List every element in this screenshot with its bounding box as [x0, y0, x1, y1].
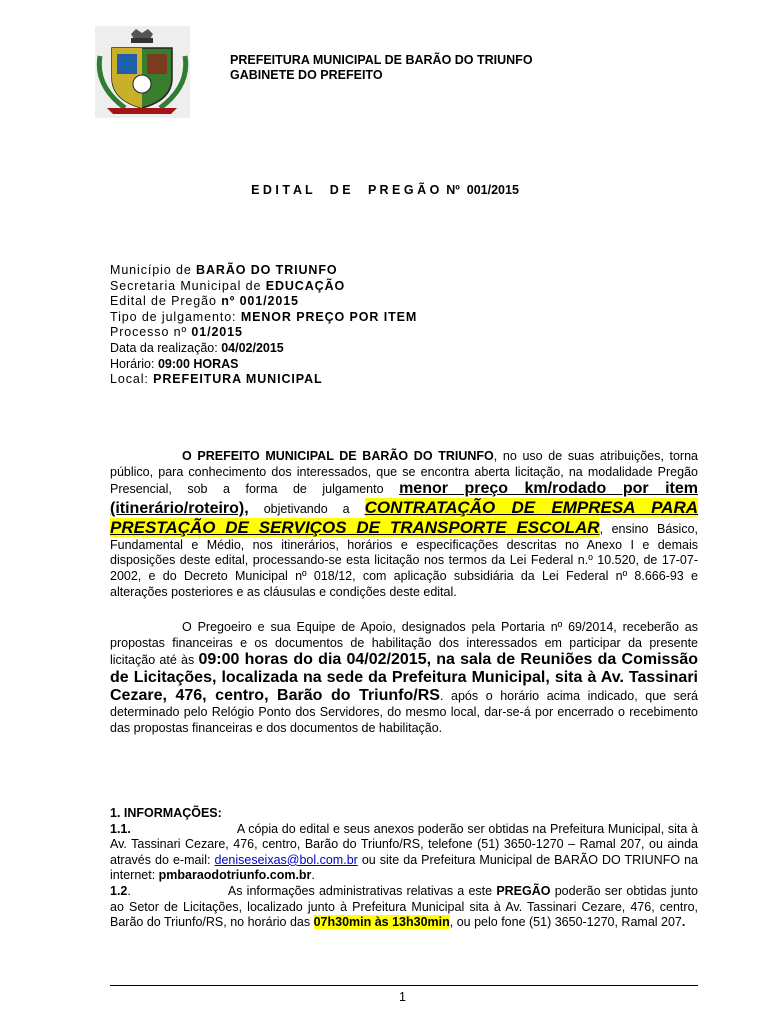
prefeito-lead: O PREFEITO MUNICIPAL DE BARÃO DO TRIUNFO [182, 449, 494, 463]
document-header [230, 53, 533, 83]
page-number: 1 [399, 990, 406, 1004]
site-text: pmbaraodotriunfo.com.br [158, 868, 312, 883]
data-local-destaque: 09:00 horas do dia 04/02/2015, na sala de Reuniões da Comissão de Licitações, localizada na sede da Prefeitura Municipal, sita à Av. Tassinari Cezare, 476, centro, Barão do Triunfo/RS [110, 651, 698, 705]
email-link[interactable]: deniseseixas@bol.com.br [214, 852, 358, 867]
edital-info-block [110, 263, 417, 388]
horario-destaque: 07h30min às 13h30min [313, 915, 450, 930]
objeto-contratacao: CONTRATAÇÃO DE EMPRESA PARA PRESTAÇÃO DE SERVIÇOS DE TRANSPORTE ESCOLAR [110, 498, 699, 538]
section-heading: 1. INFORMAÇÕES: [110, 806, 222, 820]
info-municipio: Município de BARÃO DO TRIUNFO [110, 263, 338, 277]
paragraph-opening: O PREFEITO MUNICIPAL DE BARÃO DO TRIUNFO, no uso de suas atribuições, torna público, para conhecimento dos interessados, que se encontra aberta licitação, na modalidade Pregão Presencial, sob a forma de julgamento menor preço km/rodado por item (itinerário/roteiro), objetivando a CONTRATAÇÃO DE EMPRESA PARA PRESTAÇÃO DE SERVIÇOS DE TRANSPORTE ESCOLAR, ensino Básico, Fundamental e Médio, nos itinerários, horários e especificações descritas no Anexo I e demais disposições deste edital, processando-se esta licitação nos termos da Lei Federal n.º 10.520, de 17-07-2002, e do Decreto Municipal nº 018/12, com aplicação subsidiária da Lei Federal nº 8.666-93 e alterações posteriores e as cláusulas e condições deste edital. [110, 449, 699, 599]
edital-title: E D I T A L D E P R E G Ã O Nº 001/2015 [251, 183, 519, 197]
info-local: Local: PREFEITURA MUNICIPAL [110, 372, 323, 387]
info-horario: Horário: 09:00 HORAS [110, 356, 239, 371]
item-1-2: 1.2. As informações administrativas relativas a este PREGÃO poderão ser obtidas junto ao Setor de Licitações, localizado junto à Prefeitura Municipal sita à Av. Tassinari Cezare, 476, centro, Barão do Triunfo/RS, no horário das 07h30min às 13h30min, ou pelo fone (51) 3650-1270, Ramal 207. [110, 883, 698, 930]
section-informacoes [110, 806, 698, 931]
criterio-julgamento: menor preço km/rodado por item (itinerário/roteiro), [110, 480, 698, 518]
info-processo: Processo nº 01/2015 [110, 325, 243, 340]
header-line-2: GABINETE DO PREFEITO [230, 68, 383, 82]
item-1-1: 1.1. A cópia do edital e seus anexos poderão ser obtidas na Prefeitura Municipal, sita à Av. Tassinari Cezare, 476, centro, Barão do Triunfo/RS, telefone (51) 3650-1270 – Ramal 207, ou ainda através do e-mail: deniseseixas@bol.com.br ou site da Prefeitura Municipal de BARÃO DO TRIUNFO na internet: pmbaraodotriunfo.com.br. [110, 821, 698, 883]
info-tipo: Tipo de julgamento: MENOR PREÇO POR ITEM [110, 309, 418, 324]
coat-of-arms-logo [95, 26, 190, 118]
paragraph-pregoeiro: O Pregoeiro e sua Equipe de Apoio, designados pela Portaria nº 69/2014, receberão as propostas financeiras e os documentos de habilitação dos interessados em participar da presente licitação até às 09:00 horas do dia 04/02/2015, na sala de Reuniões da Comissão de Licitações, localizada na sede da Prefeitura Municipal, sita à Av. Tassinari Cezare, 476, centro, Barão do Triunfo/RS. após o horário acima indicado, que será determinado pelo Relógio Ponto dos Servidores, do mesmo local, dar-se-á por encerrado o recebimento das propostas financeiras e dos documentos de habilitação. [110, 620, 698, 735]
info-secretaria: Secretaria Municipal de EDUCAÇÃO [110, 278, 346, 293]
info-edital: Edital de Pregão nº 001/2015 [110, 294, 299, 309]
footer-divider [110, 985, 698, 986]
info-data: Data da realização: 04/02/2015 [110, 340, 284, 355]
header-line-1: PREFEITURA MUNICIPAL DE BARÃO DO TRIUNFO [230, 53, 533, 67]
